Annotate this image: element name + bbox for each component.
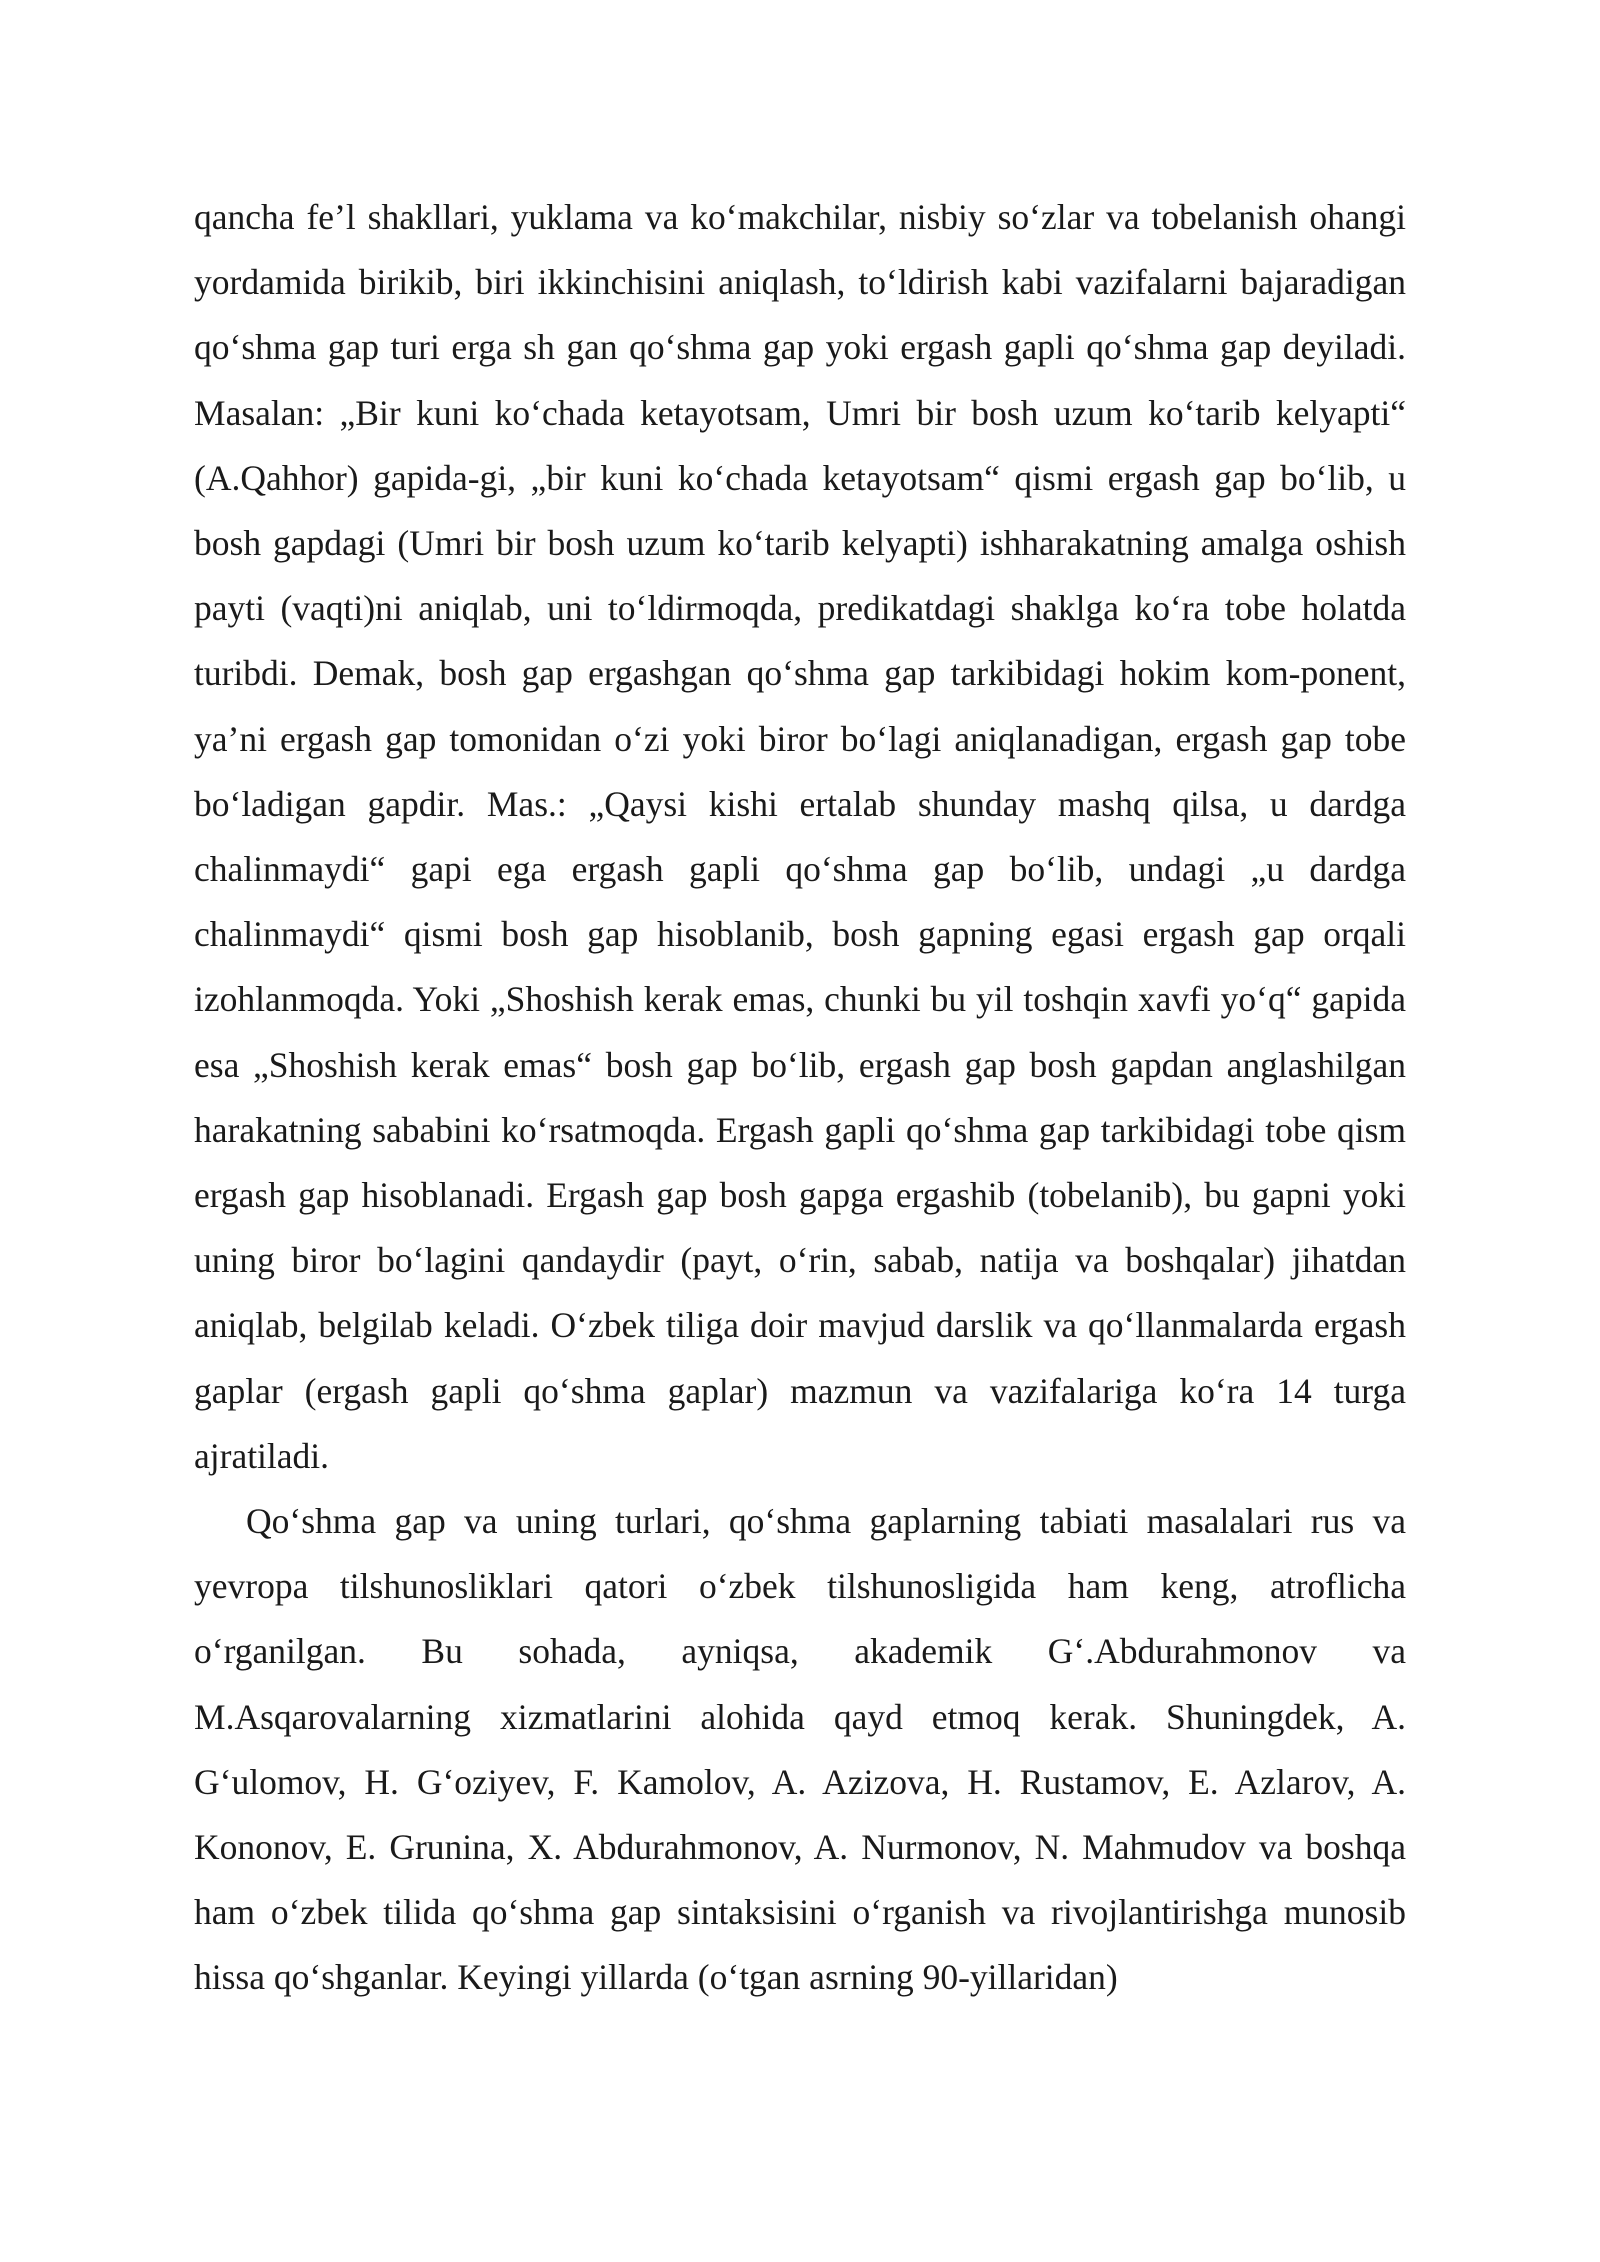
paragraph-2: Qo‘shma gap va uning turlari, qo‘shma gaplarning tabiati masalalari rus va yevropa tilshunosliklari qatori o‘zbek tilshunosligida ham keng, atroflicha o‘rganilgan. Bu sohada, ayniqsa, akademik G‘.Abdurahmonov va M.Asqarovalarning xizmatlarini alohida qayd etmoq kerak. Shuningdek, A. G‘ulomov, H. G‘oziyev, F. Kamolov, A. Azizova, H. Rustamov, E. Azlarov, A. Kononov, E. Grunina, X. Abdurahmonov, A. Nurmonov, N. Mahmudov va boshqa ham o‘zbek tilida qo‘shma gap sintaksisini o‘rganish va rivojlantirishga munosib hissa qo‘shganlar. Keyingi yillarda (o‘tgan asrning 90-yillaridan) [194,1501,1406,1998]
body-text [194,185,1406,2011]
paragraph-1: qancha fe’l shakllari, yuklama va ko‘makchilar, nisbiy so‘zlar va tobelanish ohangi yordamida birikib, biri ikkinchisini aniqlash, to‘ldirish kabi vazifalarni bajaradigan qo‘shma gap turi erga sh gan qo‘shma gap yoki ergash gapli qo‘shma gap deyiladi. Masalan: „Bir kuni ko‘chada ketayotsam, Umri bir bosh uzum ko‘tarib kelyapti“ (A.Qahhor) gapida-gi, „bir kuni ko‘chada ketayotsam“ qismi ergash gap bo‘lib, u bosh gapdagi (Umri bir bosh uzum ko‘tarib kelyapti) ishharakatning amalga oshish payti (vaqti)ni aniqlab, uni to‘ldirmoqda, predikatdagi shaklga ko‘ra tobe holatda turibdi. Demak, bosh gap ergashgan qo‘shma gap tarkibidagi hokim kom-ponent, ya’ni ergash gap tomonidan o‘zi yoki biror bo‘lagi aniqlanadigan, ergash gap tobe bo‘ladigan gapdir. Mas.: „Qaysi kishi ertalab shunday mashq qilsa, u dardga chalinmaydi“ gapi ega ergash gapli qo‘shma gap bo‘lib, undagi „u dardga chalinmaydi“ qismi bosh gap hisoblanib, bosh gapning egasi ergash gap orqali izohlanmoqda. Yoki „Shoshish kerak emas, chunki bu yil toshqin xavfi yo‘q“ gapida esa „Shoshish kerak emas“ bosh gap bo‘lib, ergash gap bosh gapdan anglashilgan harakatning sababini ko‘rsatmoqda. Ergash gapli qo‘shma gap tarkibidagi tobe qism ergash gap hisoblanadi. Ergash gap bosh gapga ergashib (tobelanib), bu gapni yoki uning biror bo‘lagini qandaydir (payt, o‘rin, sabab, natija va boshqalar) jihatdan aniqlab, belgilab keladi. O‘zbek tiliga doir mavjud darslik va qo‘llanmalarda ergash gaplar (ergash gapli qo‘shma gaplar) mazmun va vazifalariga ko‘ra 14 turga ajratiladi. [194,197,1406,1476]
